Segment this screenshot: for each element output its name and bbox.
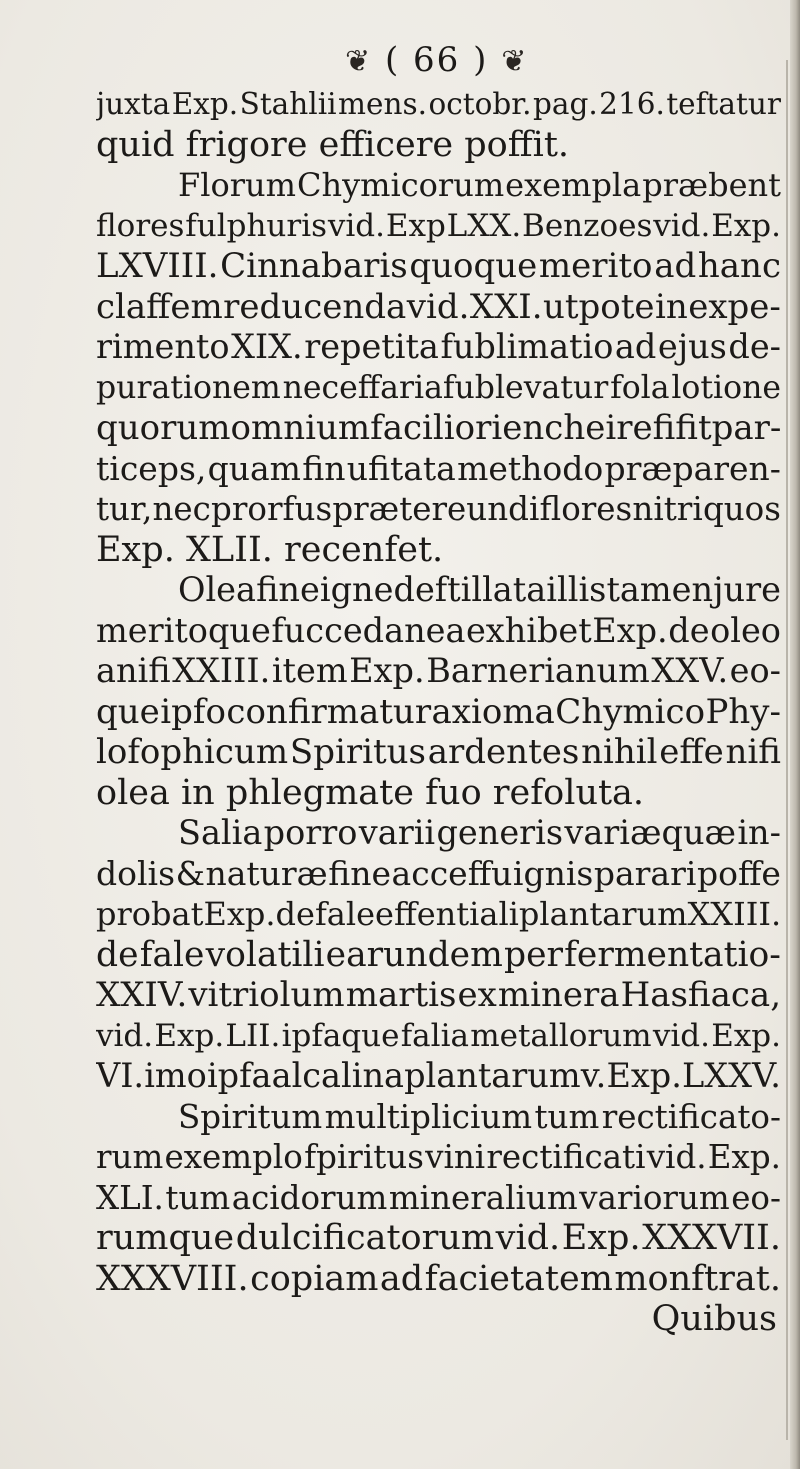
- word: lofophicum: [96, 732, 289, 772]
- text-line: [96, 125, 781, 166]
- word: volatili: [205, 934, 325, 975]
- word: dolis: [96, 853, 176, 893]
- word: faciliori: [370, 408, 503, 448]
- word: Benzoes: [522, 207, 653, 244]
- text-line: [96, 692, 781, 733]
- text-line: [96, 530, 781, 571]
- word: exempla: [505, 166, 642, 204]
- text-line: [96, 246, 781, 287]
- word: LXVIII.: [96, 246, 219, 286]
- word: quoque: [409, 246, 538, 286]
- text-line: [96, 1178, 781, 1219]
- word: Exp.: [711, 1017, 781, 1054]
- word: merito: [538, 246, 653, 286]
- word: illis: [546, 570, 607, 609]
- word: præbent: [642, 166, 781, 204]
- word: monftrat.: [614, 1258, 781, 1299]
- word: ardentes: [427, 732, 580, 772]
- word: nec: [152, 490, 211, 528]
- word: methodo: [457, 448, 604, 488]
- word: Cinnabaris: [220, 246, 408, 286]
- word: minera: [497, 975, 620, 1015]
- word: de-: [728, 327, 781, 366]
- word: 216.: [599, 87, 665, 121]
- word: fpiritus: [304, 1138, 424, 1176]
- word: Quibus: [651, 1299, 777, 1339]
- word: Exp.: [171, 87, 239, 121]
- word: metallorum: [470, 1017, 652, 1054]
- word: de: [96, 934, 139, 975]
- left-ornament-icon: ❦: [345, 44, 373, 79]
- word: tamen: [606, 570, 714, 609]
- text-line: [96, 975, 781, 1016]
- word: XXIV.: [96, 975, 188, 1015]
- word: Exp: [385, 207, 446, 244]
- word: teftatur: [666, 87, 781, 121]
- word: Exp.: [606, 1056, 682, 1095]
- word: juxta: [96, 87, 171, 121]
- word: fuccedanea: [271, 610, 466, 650]
- word: mens.: [338, 87, 427, 121]
- word: que: [96, 691, 160, 732]
- word: in-: [737, 813, 781, 852]
- word: exemplo: [164, 1138, 303, 1176]
- word: lotione: [671, 369, 781, 406]
- word: Spiritum: [178, 1097, 323, 1136]
- word: XXXVII.: [642, 1218, 781, 1258]
- word: expe-: [688, 286, 781, 327]
- text-line: [96, 1097, 781, 1138]
- text-line: [96, 854, 781, 895]
- word: jure: [713, 570, 781, 609]
- word: multiplicium: [324, 1097, 533, 1136]
- word: Florum: [178, 166, 296, 204]
- word: dulcificatorum: [235, 1218, 495, 1258]
- word: naturæ: [205, 853, 328, 893]
- text-line: [96, 773, 781, 814]
- text-line: [96, 1259, 781, 1300]
- word: vid.: [652, 1017, 710, 1054]
- word: tum: [165, 1178, 231, 1217]
- word: Stahlii: [239, 87, 337, 121]
- word: fit: [675, 408, 712, 448]
- word: Olea: [178, 570, 256, 609]
- word: poffit.: [464, 124, 570, 165]
- word: rumque: [96, 1218, 235, 1258]
- text-line: [96, 449, 781, 490]
- word: XXI.: [469, 286, 543, 327]
- word: per: [503, 934, 563, 975]
- word: neceffariafublevatur: [282, 369, 609, 406]
- word: efficere: [318, 124, 465, 165]
- word: mineralium: [388, 1178, 578, 1217]
- word: acceffu: [391, 853, 513, 893]
- word: olea: [96, 772, 181, 813]
- word: octobr.: [428, 87, 532, 121]
- word: tur,: [96, 490, 153, 528]
- word: XXV.: [651, 651, 729, 690]
- word: in: [180, 772, 226, 813]
- word: parari: [593, 853, 697, 893]
- text-line: [96, 651, 781, 692]
- text-line: [96, 1056, 781, 1097]
- word: XLI.: [96, 1178, 164, 1217]
- word: hanc: [697, 246, 781, 286]
- word: XXIII.: [687, 895, 781, 933]
- text-line: [96, 489, 781, 530]
- text-line: [96, 327, 781, 368]
- word: meritoque: [96, 610, 271, 650]
- word: Exp.: [707, 1138, 781, 1176]
- page-edge: [790, 0, 800, 1469]
- text-line: [96, 732, 781, 773]
- word: anifi: [96, 651, 171, 690]
- word: copiam: [250, 1258, 379, 1299]
- page-fold-line: [786, 60, 788, 1440]
- word: plantarum: [404, 1056, 581, 1095]
- word: recenfet.: [284, 529, 444, 570]
- word: Exp.: [96, 529, 186, 570]
- word: XLII.: [185, 529, 285, 570]
- word: nitri: [632, 490, 703, 528]
- word: confirmatur: [226, 691, 432, 732]
- word: ticeps,: [96, 448, 207, 488]
- word: Phy-: [705, 691, 781, 732]
- word: Exp.: [349, 651, 425, 690]
- text-line: [96, 1016, 781, 1057]
- word: generis: [436, 813, 564, 852]
- word: ipfa: [206, 1056, 272, 1095]
- word: ex: [457, 975, 497, 1015]
- word: fuo: [425, 772, 493, 813]
- word: &: [175, 853, 205, 893]
- word: præparen-: [604, 448, 781, 488]
- word: vitriolum: [188, 975, 345, 1015]
- word: tum: [534, 1097, 600, 1136]
- word: exhibet: [465, 610, 592, 650]
- word: probat: [96, 895, 204, 933]
- word: ipfo: [160, 691, 226, 732]
- word: earundem: [325, 934, 503, 975]
- word: item: [271, 651, 348, 690]
- word: nifi: [725, 732, 781, 772]
- text-line: [96, 611, 781, 652]
- word: ad: [654, 246, 697, 286]
- word: fale: [139, 934, 205, 975]
- text-line: [96, 813, 781, 854]
- text-line: [96, 894, 781, 935]
- catchword: [96, 1299, 781, 1340]
- right-ornament-icon: ❦: [501, 44, 529, 79]
- word: fin: [302, 448, 346, 488]
- word: ad: [379, 1258, 424, 1299]
- word: Salia: [178, 813, 263, 852]
- word: ipfaque: [281, 1017, 400, 1054]
- word: Hasfiaca,: [620, 975, 781, 1015]
- word: phlegmate: [225, 772, 426, 813]
- text-line: [96, 1137, 781, 1178]
- word: vid.: [406, 286, 470, 327]
- body-text: [96, 84, 781, 1340]
- word: vid.: [96, 1017, 154, 1054]
- word: nihil: [581, 732, 658, 772]
- word: variorum: [579, 1178, 730, 1217]
- word: Spiritus: [289, 732, 426, 772]
- word: vid.: [327, 207, 385, 244]
- word: rectificati: [486, 1138, 646, 1176]
- word: flores: [539, 490, 633, 528]
- word: XXIII.: [172, 651, 271, 690]
- word: alcalina: [271, 1056, 404, 1095]
- word: Exp.: [203, 895, 276, 933]
- word: flores: [96, 207, 185, 244]
- word: utpote: [542, 286, 655, 327]
- word: encheirefi: [502, 408, 676, 448]
- word: prætereundi: [332, 490, 540, 528]
- word: repetita: [304, 327, 439, 366]
- word: eo-: [731, 1178, 781, 1217]
- word: v.: [580, 1056, 607, 1095]
- word: martis: [345, 975, 457, 1015]
- word: rum: [96, 1138, 164, 1176]
- word: falia: [400, 1017, 469, 1054]
- word: LXXV.: [682, 1056, 781, 1095]
- word: vid.: [646, 1138, 707, 1176]
- word: fublimatio: [440, 327, 614, 366]
- word: fale: [314, 895, 376, 933]
- word: axioma: [431, 691, 555, 732]
- word: ad: [614, 327, 657, 366]
- word: imo: [144, 1056, 207, 1095]
- word: variæquæ: [564, 813, 737, 852]
- word: plantarum: [518, 895, 688, 933]
- word: fine: [256, 570, 320, 609]
- word: oleo: [710, 610, 781, 650]
- word: quorum: [96, 408, 231, 448]
- word: XIX.: [231, 327, 303, 366]
- word: fulphuris: [185, 207, 328, 244]
- word: effe: [659, 732, 724, 772]
- word: refoluta.: [492, 772, 645, 813]
- word: effentiali: [375, 895, 519, 933]
- text-line: [96, 84, 781, 125]
- page-header: [345, 40, 528, 80]
- word: fola: [610, 369, 670, 406]
- word: poffe: [696, 853, 781, 893]
- word: eo-: [729, 651, 781, 690]
- word: VI.: [96, 1056, 145, 1095]
- word: facietatem: [424, 1258, 613, 1299]
- word: ejus: [657, 327, 727, 366]
- word: frigore: [185, 124, 319, 165]
- text-line: [96, 408, 781, 449]
- word: in: [655, 286, 688, 327]
- text-line: [96, 1218, 781, 1259]
- word: de: [275, 895, 315, 933]
- word: Exp.: [561, 1218, 641, 1258]
- word: rimento: [96, 327, 230, 366]
- word: purationem: [96, 369, 281, 406]
- word: quos: [702, 490, 781, 528]
- word: ignis: [512, 853, 594, 893]
- word: vid.: [495, 1218, 561, 1258]
- word: Barnerianum: [426, 651, 650, 690]
- word: varii: [358, 813, 436, 852]
- word: Exp.: [154, 1017, 225, 1054]
- word: vini: [425, 1138, 486, 1176]
- word: porro: [263, 813, 358, 852]
- word: pag.: [532, 87, 598, 121]
- word: par-: [711, 408, 781, 448]
- text-line: [96, 206, 781, 247]
- text-line: [96, 570, 781, 611]
- word: reducenda: [223, 286, 407, 327]
- text-line: [96, 287, 781, 328]
- word: fine: [328, 853, 392, 893]
- word: vid.: [653, 207, 711, 244]
- text-line: [96, 165, 781, 206]
- word: claffem: [96, 286, 223, 327]
- word: Exp.: [592, 610, 668, 650]
- word: rectificato-: [601, 1097, 781, 1136]
- word: LXX.: [446, 207, 522, 244]
- word: XXXVIII.: [96, 1258, 249, 1299]
- word: ufitata: [346, 448, 456, 488]
- word: igne: [319, 570, 394, 609]
- word: Chymicorum: [296, 166, 505, 204]
- word: prorfus: [211, 490, 333, 528]
- text-line: [96, 935, 781, 976]
- text-line: [96, 368, 781, 409]
- word: acidorum: [231, 1178, 388, 1217]
- word: quam: [207, 448, 301, 488]
- word: LII.: [225, 1017, 281, 1054]
- word: Chymico: [555, 691, 706, 732]
- word: quid: [96, 124, 186, 165]
- word: de: [668, 610, 710, 650]
- word: fermentatio-: [564, 934, 781, 975]
- word: deftillata: [393, 570, 547, 609]
- page-number: ( 66 ): [384, 40, 489, 80]
- word: omnium: [230, 408, 371, 448]
- word: Exp.: [711, 207, 781, 244]
